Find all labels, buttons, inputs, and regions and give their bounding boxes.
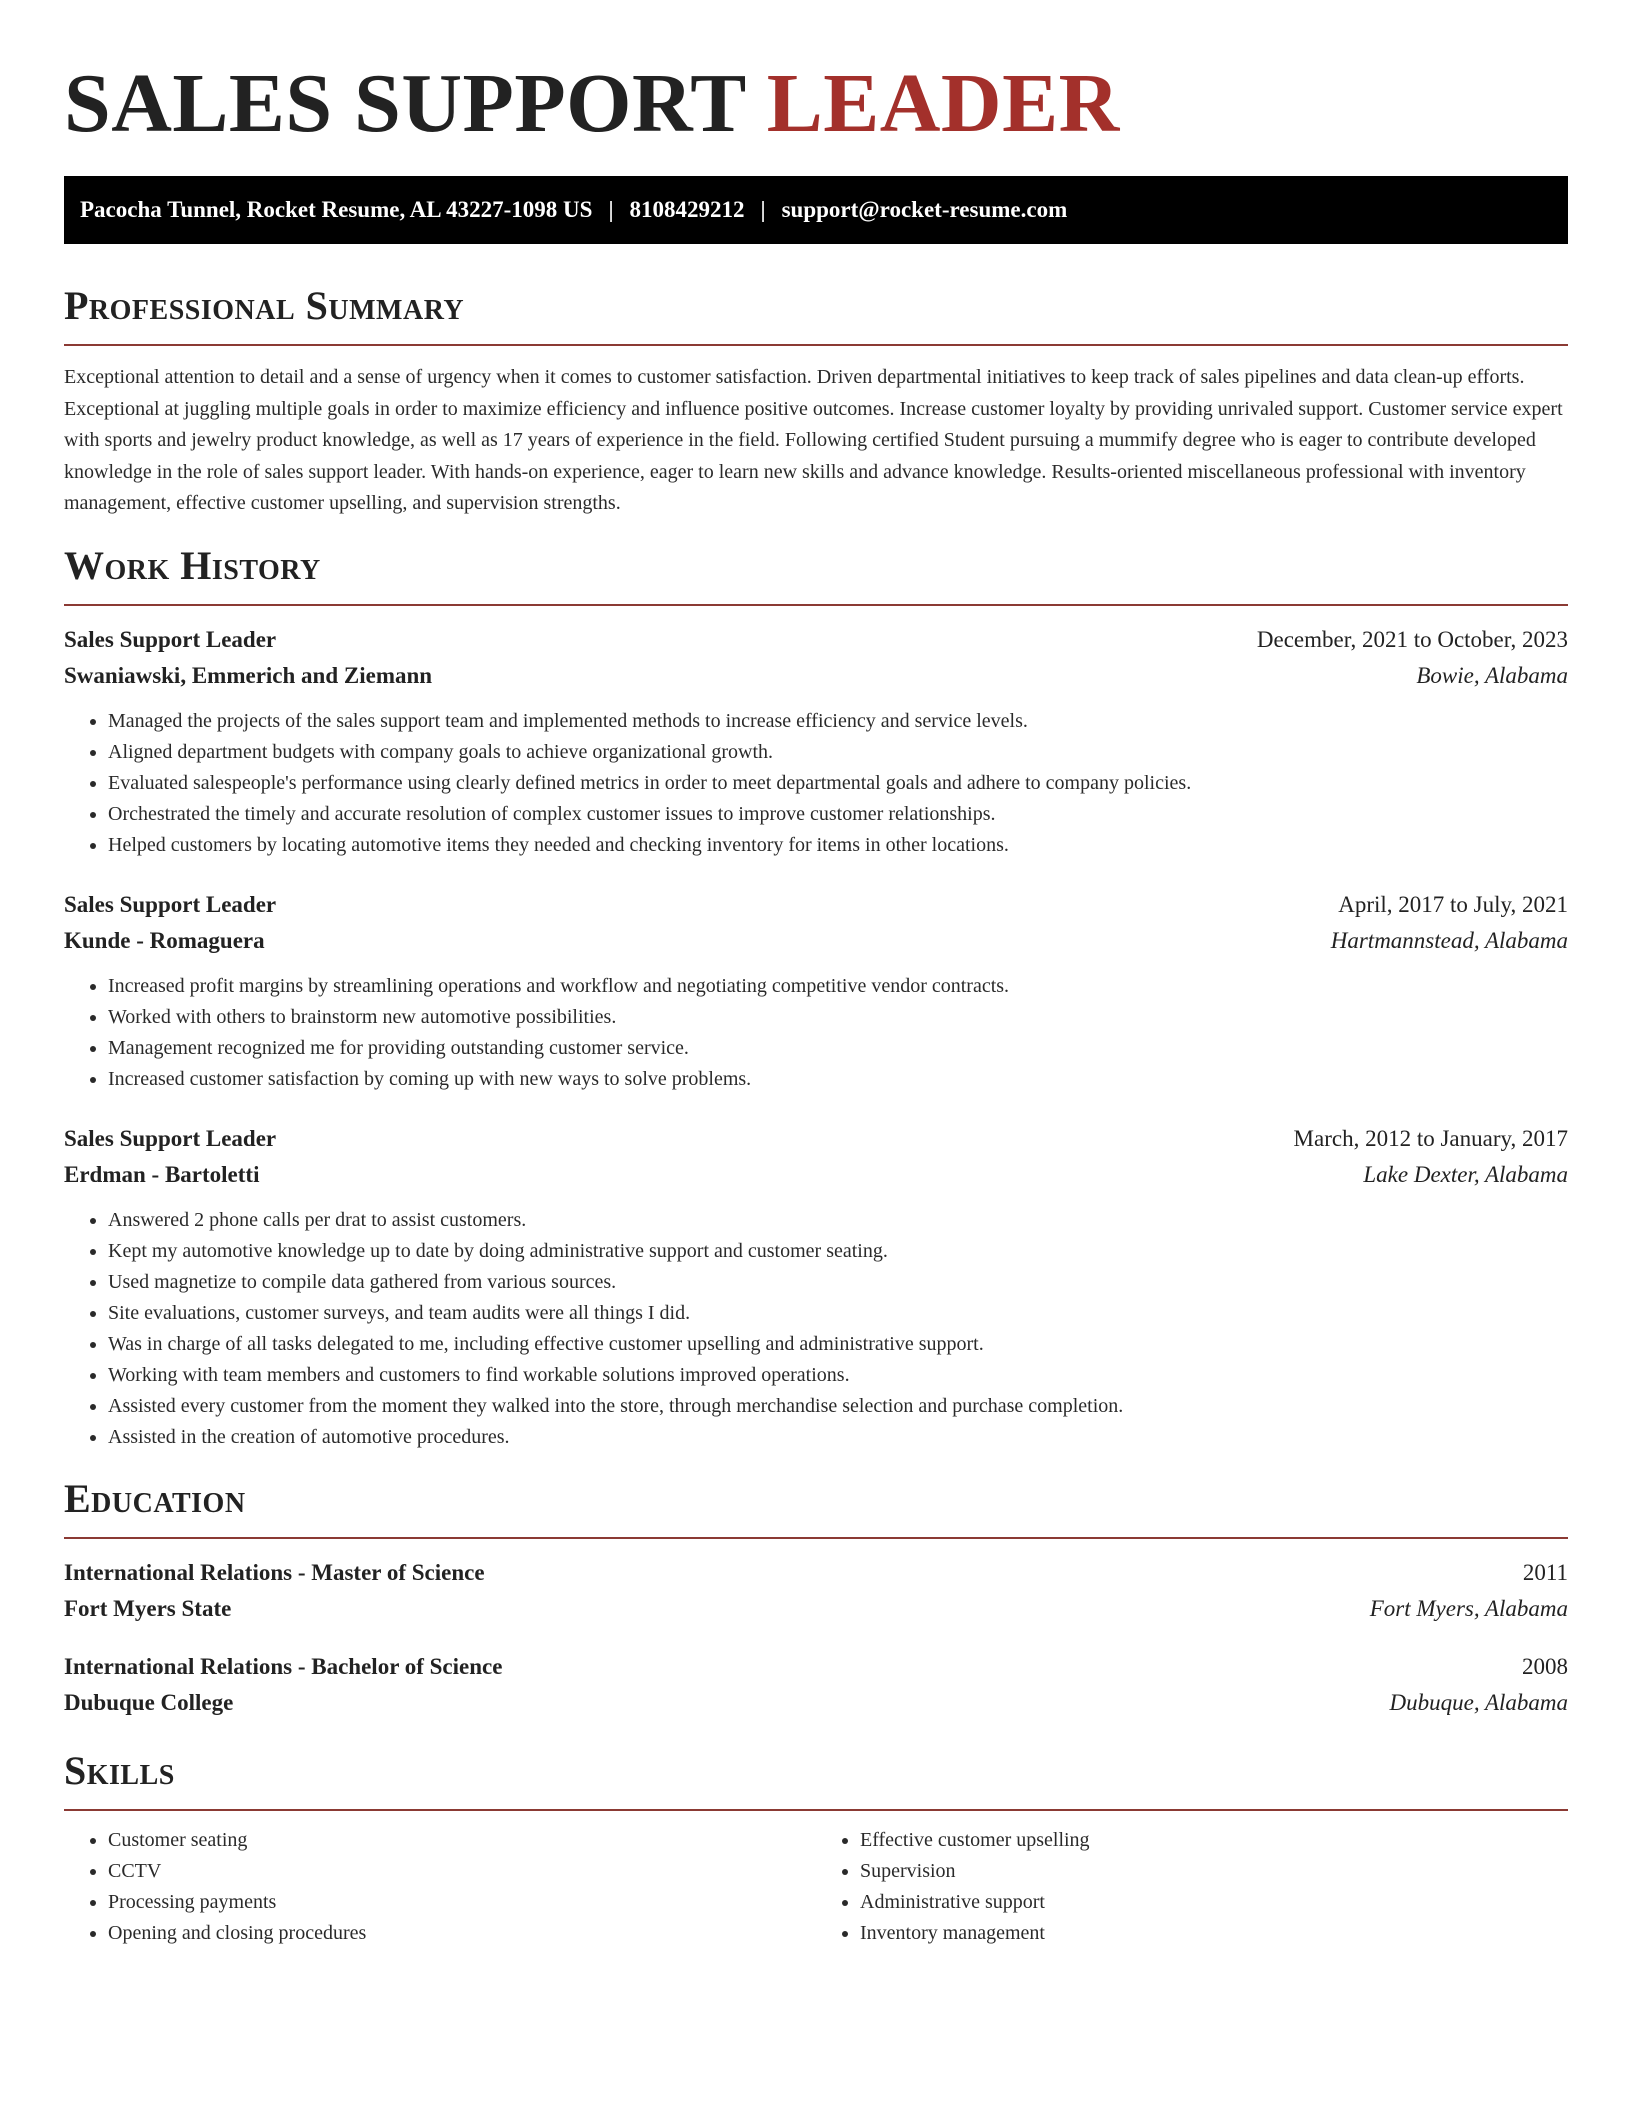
job-company-row xyxy=(64,923,1568,959)
section-rule xyxy=(64,344,1568,346)
job-header-row xyxy=(64,1121,1568,1157)
skill-item: • Customer seating xyxy=(108,1825,816,1856)
education-section xyxy=(64,1475,1568,1721)
job-dates: December, 2021 to October, 2023 xyxy=(1256,626,1568,652)
job-bullet: • Site evaluations, customer surveys, and team audits were all things I did. xyxy=(108,1298,1568,1329)
resume-title xyxy=(64,0,1568,158)
job-entry xyxy=(64,622,1568,861)
job-company-row xyxy=(64,1157,1568,1193)
skills-list-left xyxy=(64,1825,816,1949)
job-bullet: • Was in charge of all tasks delegated to me, including effective customer upselling and administrative support. xyxy=(108,1329,1568,1360)
job-bullet: • Answered 2 phone calls per drat to assist customers. xyxy=(108,1205,1568,1236)
job-entry xyxy=(64,1121,1568,1453)
skill-item: • CCTV xyxy=(108,1856,816,1887)
education-entry xyxy=(64,1649,1568,1721)
job-bullet: • Management recognized me for providing outstanding customer service. xyxy=(108,1033,1568,1064)
job-bullet: • Managed the projects of the sales support team and implemented methods to increase efficiency and service levels. xyxy=(108,706,1568,737)
education-school-row xyxy=(64,1591,1568,1627)
contact-address: Pacocha Tunnel, Rocket Resume, AL 43227-1098 US xyxy=(80,197,593,222)
education-degree: International Relations - Master of Science xyxy=(64,1559,485,1585)
job-bullet: • Kept my automotive knowledge up to date by doing administrative support and customer seating. xyxy=(108,1236,1568,1267)
job-company: Swaniawski, Emmerich and Ziemann xyxy=(64,662,433,688)
job-bullet: • Increased profit margins by streamlining operations and workflow and negotiating competitive vendor contracts. xyxy=(108,971,1568,1002)
education-year: 2011 xyxy=(1522,1559,1568,1585)
skill-item: • Effective customer upselling xyxy=(860,1825,1568,1856)
contact-phone: 8108429212 xyxy=(629,197,745,222)
job-bullets xyxy=(64,706,1568,861)
work-history-section xyxy=(64,542,1568,1453)
section-heading-work: Work History xyxy=(64,542,321,588)
title-main: SALES SUPPORT xyxy=(64,57,746,150)
education-header-row xyxy=(64,1555,1568,1591)
job-bullets xyxy=(64,971,1568,1095)
title-accent: LEADER xyxy=(766,57,1120,150)
summary-text: Exceptional attention to detail and a sense of urgency when it comes to customer satisfaction. Driven departmental initiatives to keep track of sales pipelines and data clean-up efforts. Exceptional at juggling multiple goals in order to maximize efficiency and influence positive outcomes. Increase customer loyalty by providing unrivaled support. Customer service expert with sports and jewelry product knowledge, as well as 17 years of experience in the field. Following certified Student pursuing a mummify degree who is eager to contribute developed knowledge in the role of sales support leader. With hands-on experience, eager to learn new skills and advance knowledge. Results-oriented miscellaneous professional with inventory management, effective customer upselling, and supervision strengths. xyxy=(64,366,1563,514)
job-header-row xyxy=(64,887,1568,923)
education-degree: International Relations - Bachelor of Science xyxy=(64,1653,503,1679)
contact-email: support@rocket-resume.com xyxy=(781,197,1068,222)
education-location: Dubuque, Alabama xyxy=(1389,1689,1568,1715)
job-dates: April, 2017 to July, 2021 xyxy=(1338,891,1568,917)
job-title: Sales Support Leader xyxy=(64,626,277,652)
job-bullet: • Used magnetize to compile data gathered from various sources. xyxy=(108,1267,1568,1298)
contact-separator: | xyxy=(760,197,766,222)
job-title: Sales Support Leader xyxy=(64,891,277,917)
job-header-row xyxy=(64,622,1568,658)
section-rule xyxy=(64,1537,1568,1539)
skill-item: • Opening and closing procedures xyxy=(108,1918,816,1949)
job-bullet: • Evaluated salespeople's performance using clearly defined metrics in order to meet departmental goals and adhere to company policies. xyxy=(108,768,1568,799)
job-bullet: • Assisted in the creation of automotive procedures. xyxy=(108,1422,1568,1453)
skill-item: • Inventory management xyxy=(860,1918,1568,1949)
job-location: Lake Dexter, Alabama xyxy=(1363,1161,1568,1187)
education-header-row xyxy=(64,1649,1568,1685)
job-company: Kunde - Romaguera xyxy=(64,927,265,953)
section-heading-summary: Professional Summary xyxy=(64,283,465,328)
section-rule xyxy=(64,1809,1568,1811)
job-bullet: • Assisted every customer from the moment they walked into the store, through merchandise selection and purchase completion. xyxy=(108,1391,1568,1422)
education-school-row xyxy=(64,1685,1568,1721)
job-company: Erdman - Bartoletti xyxy=(64,1161,260,1187)
job-location: Bowie, Alabama xyxy=(1416,662,1568,688)
education-school: Dubuque College xyxy=(64,1689,234,1715)
job-bullet: • Orchestrated the timely and accurate resolution of complex customer issues to improve customer relationships. xyxy=(108,799,1568,830)
skill-item: • Supervision xyxy=(860,1856,1568,1887)
education-location: Fort Myers, Alabama xyxy=(1369,1595,1568,1621)
job-entry xyxy=(64,887,1568,1095)
skills-list-right xyxy=(816,1825,1568,1949)
contact-bar xyxy=(64,176,1568,244)
skills-columns xyxy=(64,1825,1568,1949)
skill-item: • Administrative support xyxy=(860,1887,1568,1918)
job-bullet: • Increased customer satisfaction by coming up with new ways to solve problems. xyxy=(108,1064,1568,1095)
resume-page xyxy=(64,0,1568,1949)
education-entry xyxy=(64,1555,1568,1627)
job-bullet: • Working with team members and customers to find workable solutions improved operations. xyxy=(108,1360,1568,1391)
job-bullet: • Helped customers by locating automotive items they needed and checking inventory for items in other locations. xyxy=(108,830,1568,861)
job-bullets xyxy=(64,1205,1568,1453)
section-rule xyxy=(64,604,1568,606)
job-location: Hartmannstead, Alabama xyxy=(1330,927,1568,953)
job-title: Sales Support Leader xyxy=(64,1125,277,1151)
section-heading-education: Education xyxy=(64,1475,246,1521)
skills-section xyxy=(64,1747,1568,1949)
job-company-row xyxy=(64,658,1568,694)
education-school: Fort Myers State xyxy=(64,1595,232,1621)
summary-section xyxy=(64,282,1568,520)
skill-item: • Processing payments xyxy=(108,1887,816,1918)
contact-separator: | xyxy=(608,197,614,222)
section-heading-skills: Skills xyxy=(64,1747,175,1793)
job-bullet: • Worked with others to brainstorm new automotive possibilities. xyxy=(108,1002,1568,1033)
job-dates: March, 2012 to January, 2017 xyxy=(1293,1125,1568,1151)
education-year: 2008 xyxy=(1522,1653,1568,1679)
job-bullet: • Aligned department budgets with company goals to achieve organizational growth. xyxy=(108,737,1568,768)
